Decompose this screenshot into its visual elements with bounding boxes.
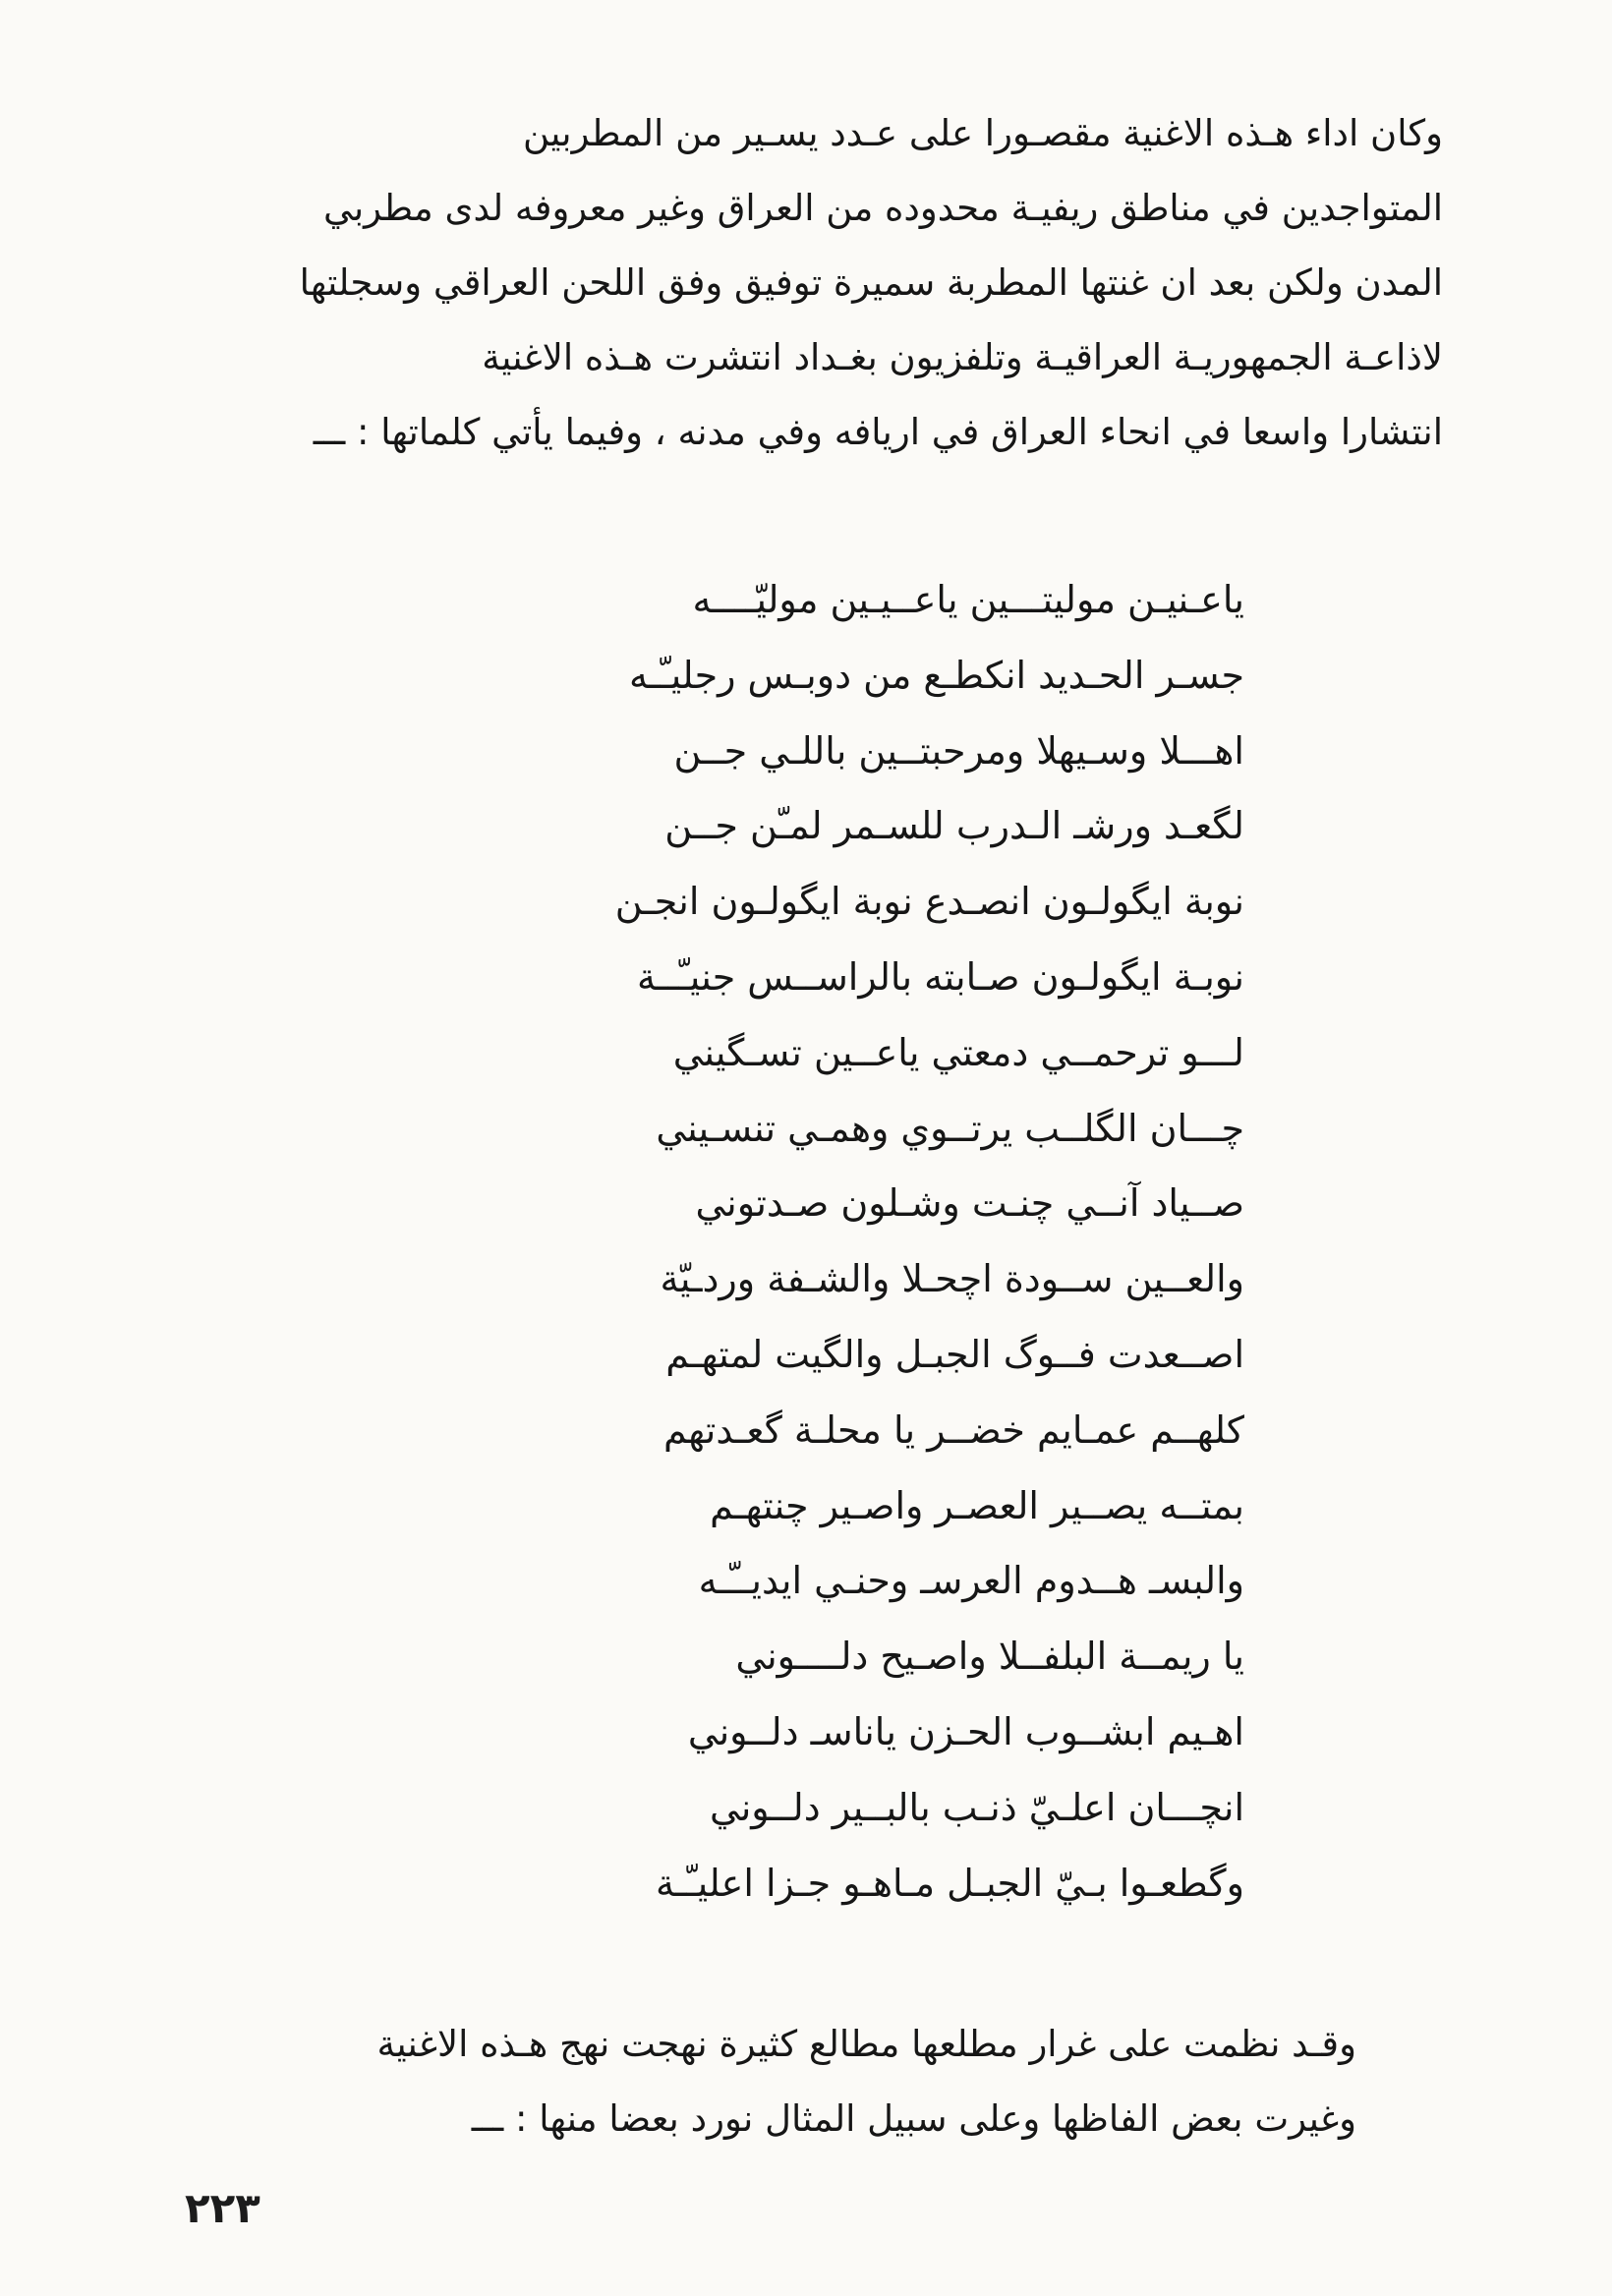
poem-verse: يا ريمــة البلفــلا واصـيح دلــــوني [735, 1635, 1244, 1679]
intro-line: لاذاعـة الجمهوريـة العراقيـة وتلفزيون بغـداد انتشرت هـذه الاغنية [482, 336, 1443, 378]
poem-verse: انچـــان اعلـيّ ذنـب بالبــير دلــوني [710, 1785, 1244, 1829]
intro-line: وكان اداء هـذه الاغنية مقصـورا على عـدد يسـير من المطربين [522, 112, 1443, 154]
intro-line: انتشارا واسعا في انحاء العراق في اريافه وفي مدنه ، وفيما يأتي كلماتها : ـــ [313, 411, 1443, 453]
poem-verse: لـــو ترحمــي دمعتي ياعــين تسـگيني [672, 1030, 1244, 1074]
poem-verse: لگعـد ورشـ الـدرب للسـمر لمـّن جــن [664, 804, 1244, 848]
poem-verse: چـــان الگلــب يرتــوي وهمـي تنسـيني [656, 1106, 1244, 1150]
intro-line: المدن ولكن بعد ان غنتها المطربة سميرة توفيق وفق اللحن العراقي وسجلتها [299, 261, 1443, 304]
poem-verse: نوبـة ايگولـون صـابته بالراســس جنيـّــة [636, 954, 1244, 999]
poem-verse: صــياد آنــي چنـت وشـلون صـدتوني [695, 1181, 1244, 1226]
poem-verse: نوبة ايگولـون انصـدع نوبة ايگولـون انجـن [614, 880, 1244, 924]
poem-verse: كلهــم عمـايم خضــر يا محلـة گعـدتهم [662, 1407, 1244, 1452]
poem-verse: بمتــه يصــير العصـر واصـير چنتهـم [710, 1483, 1244, 1527]
poem-verses [389, 562, 1244, 1921]
intro-line: المتواجدين في مناطق ريفيـة محدوده من العراق وغير معروفه لدى مطربي [323, 187, 1443, 229]
poem-verse: اهـيم ابشــوب الحـزن ياناسـ دلــوني [687, 1709, 1244, 1753]
intro-paragraph [147, 96, 1443, 470]
page-number: ٢٢٣ [185, 2184, 260, 2232]
poem-verse: والبسـ هــدوم العرسـ وحنـي ايديــّـه [698, 1559, 1244, 1603]
poem-verse: اصــعدت فــوگ الجبـل والگيت لمتهـم [665, 1332, 1244, 1376]
outro-paragraph [182, 2007, 1356, 2156]
outro-line: وغيرت بعض الفاظها وعلى سبيل المثال نورد بعضا منها : ـــ [471, 2097, 1356, 2140]
poem-verse: وگطعـوا بـيّ الجبـل مـاهـو جـزا اعليـّـة [655, 1861, 1244, 1905]
outro-line: وقـد نظمت على غرار مطلعها مطالع كثيرة نهجت نهج هـذه الاغنية [376, 2023, 1356, 2065]
poem-verse: والعــين ســودة اچحـلا والشـفة وردـيّة [660, 1257, 1244, 1301]
poem-verse: ياعـنيـن موليتـــين ياعــيـين موليّــــه [692, 578, 1244, 621]
poem-verse: جسـر الحـديد انكطـع من دوبـس رجليـّـه [628, 653, 1244, 697]
poem-verse: اهـــلا وسـيهلا ومرحبتــين باللـي جــن [673, 728, 1244, 773]
